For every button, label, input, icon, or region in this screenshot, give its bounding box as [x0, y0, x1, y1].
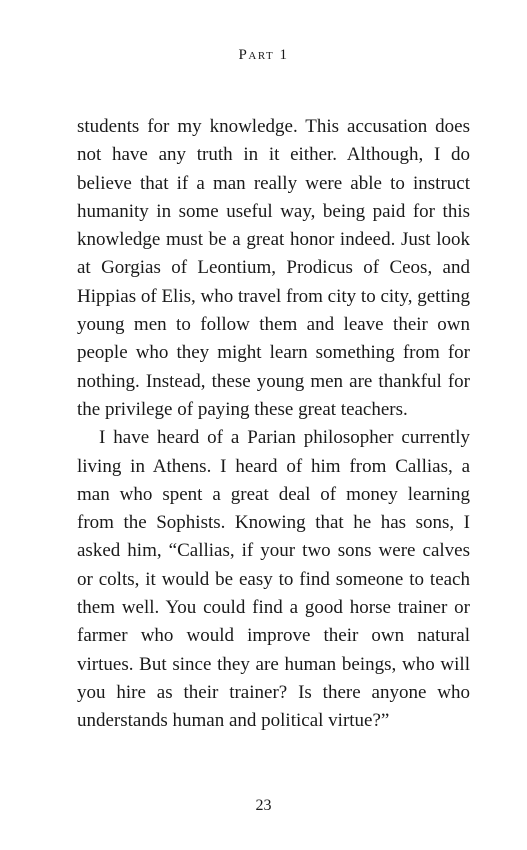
paragraph-continued: students for my knowledge. This accusation does not have any truth in it either. Although, I do believe that if a man really were able to instruct humanity in some useful way, being paid for this knowledge must be a great honor indeed. Just look at Gorgias of Leontium, Prodicus of Ceos, and Hippias of Elis, who travel from city to city, getting young men to follow them and leave their own people who they might learn something from for nothing. Instead, these young men are thankful for the privilege of paying these great teachers. — [77, 116, 470, 420]
body-text — [77, 113, 470, 736]
paragraph-parian-philosopher: I have heard of a Parian philosopher currently living in Athens. I heard of him from Callias, a man who spent a great deal of money learning from the Sophists. Knowing that he has sons, I asked him, “Callias, if your two sons were calves or colts, it would be easy to find someone to teach them well. You could find a good horse trainer or farmer who would improve their own natural virtues. But since they are human beings, who will you hire as their trainer? Is there anyone who understands human and political virtue?” — [77, 427, 470, 732]
running-head: Part 1 — [238, 47, 289, 63]
page-number: 23 — [255, 797, 272, 814]
